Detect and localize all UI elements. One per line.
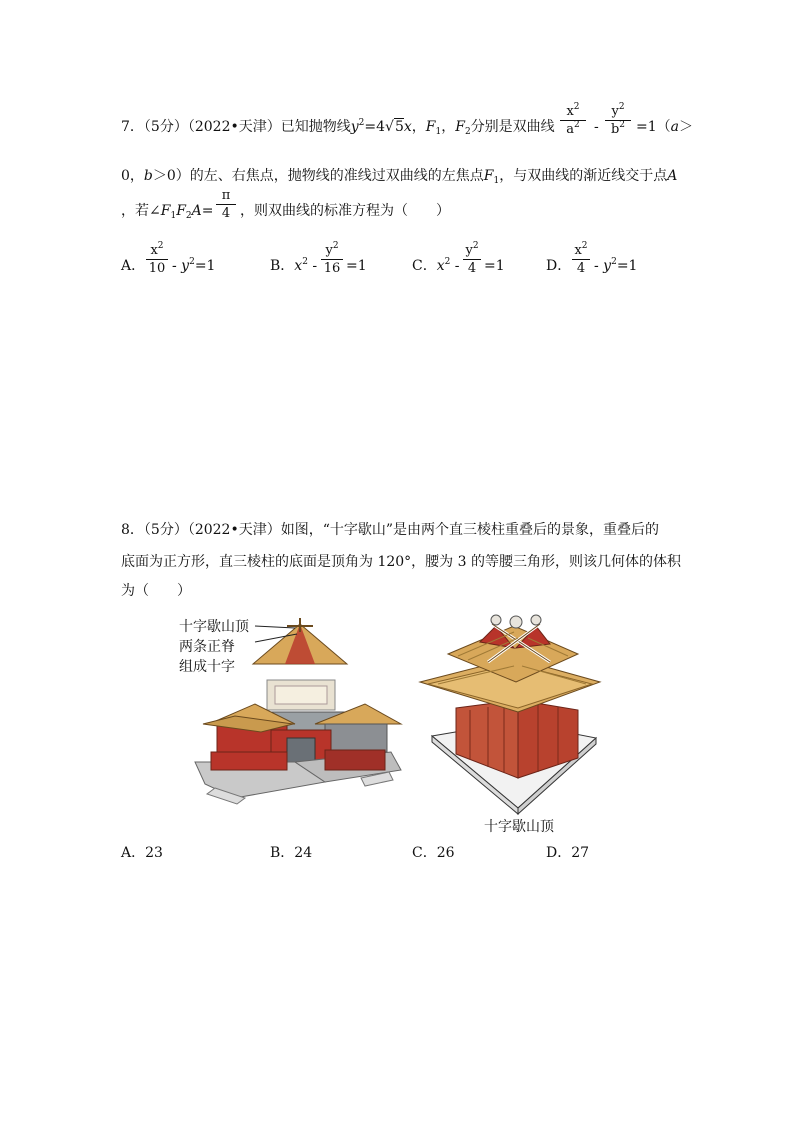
- q8-line-1: 8．（5分）（2022•天津）如图，“十字歇山”是由两个直三棱柱重叠后的景象，重叠后的: [121, 522, 660, 538]
- q7-option-a[interactable]: [121, 257, 145, 275]
- q7-var-F1-c: F: [160, 203, 171, 219]
- q7-line2-text-2: ，与双曲线的渐近线交于点: [499, 168, 668, 184]
- frac-num-exp: 2: [573, 102, 580, 112]
- q8-option-a[interactable]: A．23: [121, 845, 163, 861]
- q8-option-c[interactable]: C．26: [412, 845, 455, 861]
- q8-option-b[interactable]: B．24: [270, 845, 313, 861]
- frac-num-exp: 2: [157, 241, 164, 251]
- frac-num-exp: 2: [581, 241, 588, 251]
- frac-num: y: [465, 243, 473, 258]
- q7-number: 7．: [121, 119, 144, 135]
- option-label: C．: [412, 258, 437, 274]
- fig-label-form-cross: 组成十字: [179, 659, 235, 675]
- q7-var-F1-b: F: [483, 168, 494, 184]
- frac-num: y: [611, 104, 619, 119]
- q7-comma-2: ，: [441, 119, 456, 135]
- q7-var-y: y: [350, 119, 359, 135]
- frac-num: x: [150, 243, 158, 258]
- frac-den-exp: 2: [574, 120, 580, 130]
- q7-line2-text: ＞0）的左、右焦点，抛物线的准线过双曲线的左焦点: [152, 168, 484, 184]
- q7-fraction-pi-4: [216, 188, 236, 221]
- fig-label-two-ridges: 两条正脊: [179, 639, 235, 655]
- q7-sub-2-c: 2: [185, 211, 192, 221]
- q7-var-b: b: [143, 168, 153, 184]
- fraction-bar: [146, 259, 168, 260]
- q7-source: （2022•天津）: [187, 119, 281, 135]
- q7-var-A: A: [667, 168, 678, 184]
- fraction-bar: [321, 259, 343, 260]
- frac-den: 4: [467, 261, 477, 276]
- option-pre-exp: 2: [302, 257, 308, 267]
- q7-radicand: 5: [394, 119, 404, 135]
- q7-option-c-tail: =1: [484, 258, 505, 274]
- q7-fraction-y2-b2: [605, 104, 631, 137]
- option-label: A．: [121, 258, 146, 274]
- q7-var-F2-c: F: [176, 203, 186, 219]
- q7-stem-text-2: 分别是双曲线: [470, 119, 555, 135]
- fraction-bar: [560, 120, 586, 121]
- q7-option-d[interactable]: [546, 257, 571, 275]
- frac-den: b: [610, 122, 620, 137]
- frac-num: y: [325, 243, 333, 258]
- q7-option-a-fraction: [146, 243, 168, 276]
- q7-sub-1-c: 1: [170, 211, 177, 221]
- fraction-bar: [605, 120, 631, 121]
- fraction-bar: [463, 259, 481, 260]
- fig-caption-cross-hip-roof: 十字歇山顶: [484, 819, 554, 835]
- q7-var-F2: F: [455, 119, 465, 135]
- q7-option-d-fraction: [572, 243, 590, 276]
- q8-option-d[interactable]: D．27: [546, 845, 590, 861]
- q7-line-3-tail: ，则双曲线的标准方程为（ ）: [240, 203, 450, 219]
- option-post: - y: [172, 258, 190, 274]
- frac-num-exp: 2: [618, 102, 625, 112]
- q7-option-c-fraction: [463, 243, 481, 276]
- frac-num-exp: 2: [472, 241, 479, 251]
- q7-option-b-tail: =1: [346, 258, 367, 274]
- option-label: D．: [546, 258, 572, 274]
- sqrt-radical-icon: √: [385, 119, 394, 135]
- q7-eq1: =1（: [636, 119, 671, 135]
- q7-var-x: x: [403, 119, 412, 135]
- frac-num-exp: 2: [332, 241, 339, 251]
- q7-gt: ＞: [679, 119, 693, 135]
- q7-eq-coef: =4: [364, 119, 386, 135]
- frac-den: a: [566, 122, 575, 137]
- frac-den: 16: [323, 261, 341, 276]
- q7-sub-1: 1: [435, 127, 442, 137]
- q7-comma: ，: [411, 119, 426, 135]
- q8-line-2: 底面为正方形，直三棱柱的底面是顶角为 120°，腰为 3 的等腰三角形，则该几何体的体积: [121, 554, 681, 570]
- option-pre-exp: 2: [444, 257, 451, 267]
- frac-den: 4: [576, 261, 586, 276]
- option-minus: -: [307, 258, 318, 274]
- frac-den-exp: 2: [619, 120, 626, 130]
- q8-line-3: 为（ ）: [121, 583, 191, 599]
- q7-option-b[interactable]: [270, 257, 317, 275]
- option-tail: =1: [616, 258, 638, 274]
- frac-num: x: [574, 243, 582, 258]
- option-tail: =1: [194, 258, 216, 274]
- q7-angle-A: A=: [191, 203, 214, 219]
- option-pre: x: [294, 258, 303, 274]
- q7-sub-2: 2: [464, 127, 471, 137]
- q7-var-F1: F: [425, 119, 436, 135]
- q7-option-c[interactable]: [412, 257, 460, 275]
- q7-angle-prefix: ，若∠: [121, 203, 161, 219]
- fraction-bar: [216, 204, 236, 205]
- frac-num: x: [566, 104, 574, 119]
- q7-fraction-x2-a2: [560, 104, 586, 137]
- q7-var-a: a: [670, 119, 679, 135]
- frac-num-pi: π: [221, 188, 231, 203]
- option-minus: -: [450, 258, 460, 274]
- frac-den-4: 4: [221, 206, 231, 221]
- option-post-exp: 2: [611, 257, 617, 267]
- frac-den: 10: [148, 261, 166, 276]
- figure-palace-exploded: [175, 612, 405, 822]
- q7-line-3: [121, 202, 213, 220]
- q7-option-d-tail: [594, 257, 637, 275]
- q7-line-1-tail: [636, 118, 693, 136]
- q7-sub-1-b: 1: [493, 176, 500, 186]
- option-pre: x: [436, 258, 445, 274]
- option-label: B．: [270, 258, 295, 274]
- q7-stem-text: 已知抛物线: [280, 119, 351, 135]
- q7-exp-2: 2: [358, 118, 365, 128]
- option-post: - y: [594, 258, 612, 274]
- q7-line-2: [121, 167, 677, 185]
- figure-cross-hip-roof: [418, 612, 603, 817]
- q7-zero: 0，: [121, 168, 144, 184]
- cross-hip-roof-illustration: [418, 612, 603, 817]
- q7-score: （5分）: [143, 119, 188, 135]
- q7-option-b-fraction: [321, 243, 343, 276]
- q7-minus: -: [594, 119, 599, 135]
- option-post-exp: 2: [189, 257, 195, 267]
- fraction-bar: [572, 259, 590, 260]
- fig-label-cross-hip-roof: 十字歇山顶: [179, 619, 249, 635]
- q7-line-1: [121, 118, 555, 136]
- q7-option-a-tail: [172, 257, 215, 275]
